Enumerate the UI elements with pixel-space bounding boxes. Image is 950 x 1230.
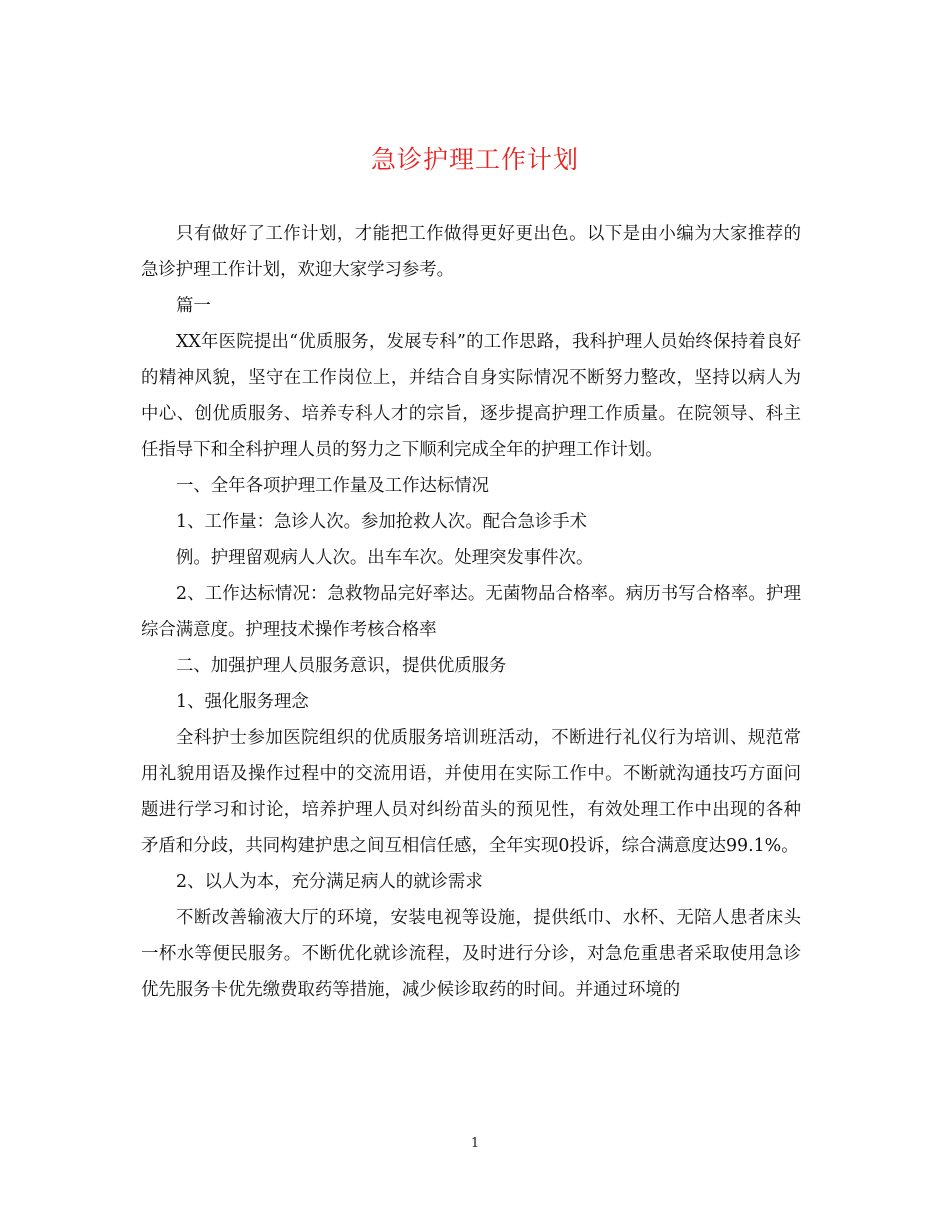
page-number: 1 (470, 1136, 480, 1151)
heading-subsection-2-2: 2、以人为本，充分满足病人的就诊需求 (176, 872, 483, 892)
heading-section-2: 二、加强护理人员服务意识，提供优质服务 (176, 656, 507, 676)
document-body (141, 216, 801, 1008)
document-title: 急诊护理工作计划 (370, 145, 579, 174)
paragraph-overview: XX年医院提出“优质服务，发展专科”的工作思路，我科护理人员始终保持着良好的精神风貌，坚守在工作岗位上，并结合自身实际情况不断努力整改，坚持以病人为中心、创优质服务、培养专科人才的宗旨，逐步提高护理工作质量。在院领导、科主任指导下和全科护理人员的努力之下顺利完成全年的护理工作计划。 (141, 332, 801, 460)
paragraph-workload-continued: 例。护理留观病人人次。出车车次。处理突发事件次。 (176, 548, 594, 568)
paragraph-intro: 只有做好了工作计划，才能把工作做得更好更出色。以下是由小编为大家推荐的急诊护理工作计划，欢迎大家学习参考。 (141, 224, 801, 280)
heading-subsection-2-1: 1、强化服务理念 (176, 692, 309, 712)
heading-section-1: 一、全年各项护理工作量及工作达标情况 (176, 476, 490, 496)
paragraph-service-training: 全科护士参加医院组织的优质服务培训班活动，不断进行礼仪行为培训、规范常用礼貌用语及操作过程中的交流用语，并使用在实际工作中。不断就沟通技巧方面问题进行学习和讨论，培养护理人员对纠纷苗头的预见性，有效处理工作中出现的各种矛盾和分歧，共同构建护患之间互相信任感，全年实现0投诉，综合满意度达99.1%。 (141, 728, 801, 856)
paragraph-section-label: 篇一 (176, 296, 211, 316)
paragraph-compliance: 2、工作达标情况：急救物品完好率达。无菌物品合格率。病历书写合格率。护理综合满意度。护理技术操作考核合格率 (141, 584, 801, 640)
paragraph-workload: 1、工作量：急诊人次。参加抢救人次。配合急诊手术 (176, 512, 588, 532)
paragraph-patient-needs: 不断改善输液大厅的环境，安装电视等设施，提供纸巾、水杯、无陪人患者床头一杯水等便民服务。不断优化就诊流程，及时进行分诊，对急危重患者采取使用急诊优先服务卡优先缴费取药等措施，减少候诊取药的时间。并通过环境的 (141, 908, 801, 1000)
